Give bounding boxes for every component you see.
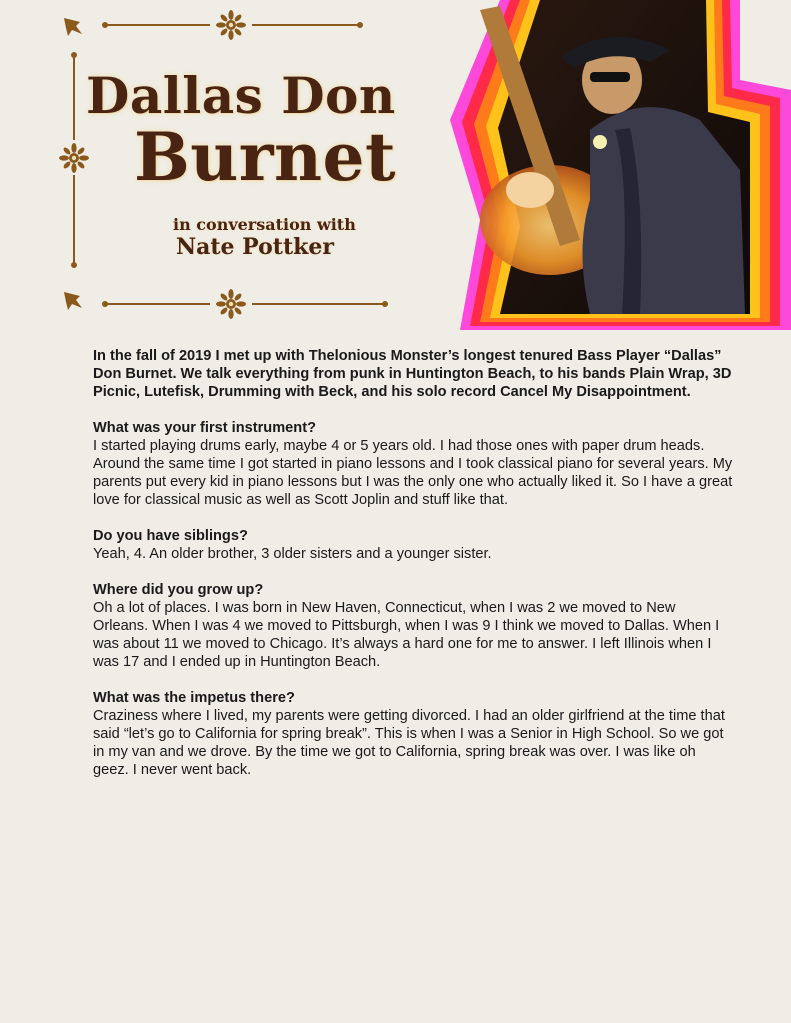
ornament-flourish-icon xyxy=(59,52,89,268)
answer: Oh a lot of places. I was born in New Haven, Connecticut, when I was 2 we moved to New Orleans. When I was 4 we moved to Pittsburgh, when I was 9 I think we moved to Dallas. When I was about 11 we moved to Chicago. It’s always a hard one for me to answer. I left Illinois when I was 17 and I ended up in Huntington Beach. xyxy=(93,600,720,670)
qa-block xyxy=(93,419,733,509)
intro-paragraph: In the fall of 2019 I met up with Thelonious Monster’s longest tenured Bass Player “Dallas” Don Burnet. We talk everything from punk in Huntington Beach, to his bands Plain Wrap, 3D Picnic, Lutefisk, Drumming with Beck, and his solo record Cancel My Disappointment. xyxy=(93,348,732,400)
qa-block xyxy=(93,527,733,563)
subtitle-line-2: Nate Pottker xyxy=(176,234,334,260)
question: What was your first instrument? xyxy=(93,420,316,436)
ornament-flourish-icon xyxy=(102,10,363,40)
title-line-1: Dallas Don xyxy=(86,66,396,125)
qa-block xyxy=(93,689,733,779)
question: Where did you grow up? xyxy=(93,582,264,598)
answer: Yeah, 4. An older brother, 3 older sisters and a younger sister. xyxy=(93,546,492,562)
article-body xyxy=(93,347,733,797)
qa-block xyxy=(93,581,733,671)
answer: Craziness where I lived, my parents were getting divorced. I had an older girlfriend at the time that said “let’s go to California for spring break”. This is when I was a Senior in High School. So we got in my van and we drove. By the time we got to California, spring break was over. I was like oh geez. I never went back. xyxy=(93,708,725,778)
answer: I started playing drums early, maybe 4 or 5 years old. I had those ones with paper drum heads. Around the same time I got started in piano lessons and I took classical piano for several years. My parents put every kid in piano lessons but I was the only one who actually liked it. So I have a great love for classical music as well as Scott Joplin and stuff like that. xyxy=(93,438,733,508)
title-line-2: Burnet xyxy=(134,118,397,196)
ornament-flourish-icon xyxy=(102,289,388,319)
header xyxy=(0,0,791,330)
question: Do you have siblings? xyxy=(93,528,248,544)
subtitle-line-1: in conversation with xyxy=(173,215,356,234)
question: What was the impetus there? xyxy=(93,690,295,706)
musician-photo xyxy=(440,0,791,330)
